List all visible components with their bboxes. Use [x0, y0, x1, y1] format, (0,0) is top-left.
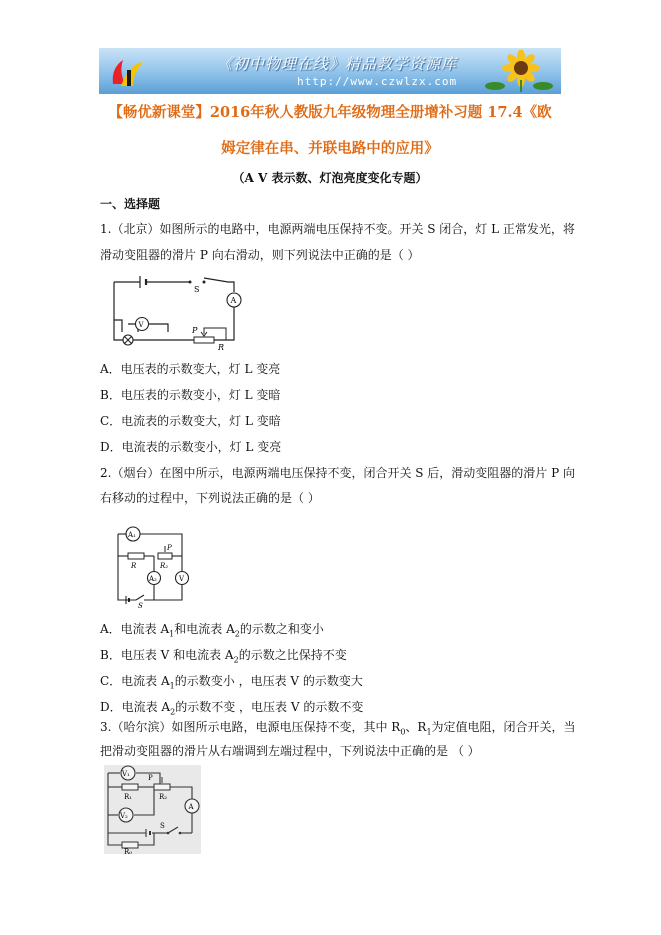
question-1-text-line2: 滑动变阻器的滑片 P 向右滑动，则下列说法中正确的是（ ） [100, 248, 420, 262]
question-2-option-a: A．电流表 $A_1$和电流表 $A_2$的示数之和变小 [100, 622, 324, 639]
question-1-option-b: B．电压表的示数变小，灯 L 变暗 [100, 388, 281, 402]
sunflower-icon [481, 50, 557, 92]
header-banner [99, 48, 561, 94]
q1-ammeter-label: A [230, 296, 237, 305]
q2-voltmeter-label: V [179, 575, 185, 583]
q3-r2-label: R₂ [159, 793, 168, 801]
q3-v2-label: V₂ [120, 812, 128, 820]
question-1-circuit-diagram [108, 272, 248, 352]
question-2-circuit-diagram [114, 520, 194, 608]
question-3-circuit-diagram [104, 765, 201, 854]
question-2-option-c: C．电流表 $A_1$的示数变小 ，电压表 V 的示数变大 [100, 674, 363, 691]
q1-slider-label: P [192, 326, 198, 335]
q1-voltmeter-label: V [138, 321, 144, 329]
q2-r1-label: R [131, 562, 137, 570]
question-1-text-line1: 1.（北京）如图所示的电路中，电源两端电压保持不变。开关 S 闭合，灯 L 正常发光，将 [100, 222, 575, 236]
q3-ammeter-label: A [188, 803, 194, 811]
question-1-option-d: D．电流表的示数变小，灯 L 变亮 [100, 440, 282, 454]
question-3-text-line1: 3.（哈尔滨）如图所示电路，电源电压保持不变，其中 $R_0$、$R_1$为定值电阻，闭合开关，当 [100, 720, 576, 737]
q3-v1-label: V₁ [122, 770, 130, 778]
q3-switch-label: S [160, 822, 165, 830]
q2-r2-label: R₂ [160, 562, 169, 570]
q2-a2-label: A₂ [149, 575, 157, 583]
question-1-option-c: C．电流表的示数变大，灯 L 变暗 [100, 414, 281, 428]
banner-title: 《初中物理在线》精品教学资源库 [217, 55, 458, 73]
q3-r0-label: R₀ [124, 848, 133, 854]
q1-resistor-label: R [218, 343, 225, 352]
banner-url[interactable]: http://www.czwlzx.com [297, 75, 458, 88]
question-2-text-line1: 2.（烟台）在图中所示，电源两端电压保持不变，闭合开关 S 后，滑动变阻器的滑片 P 向 [100, 466, 576, 480]
question-2-text-line2: 右移动的过程中，下列说法正确的是（ ） [100, 491, 320, 505]
document-title-line2: 姆定律在串、并联电路中的应用》 [221, 140, 439, 157]
q1-switch-label: S [194, 285, 200, 294]
question-1-option-a: A．电压表的示数变大，灯 L 变亮 [100, 362, 281, 376]
question-3-text-line2: 把滑动变阻器的滑片从右端调到左端过程中，下列说法中正确的是 （ ） [100, 744, 480, 758]
q3-r1-label: R₁ [124, 793, 133, 801]
q2-switch-label: S [138, 602, 143, 608]
q3-slider-label: P [148, 774, 153, 782]
site-logo-icon [107, 54, 155, 90]
question-2-option-d: D．电流表 $A_2$的示数不变 ，电压表 V 的示数不变 [100, 700, 364, 717]
document-title-line1: 【畅优新课堂】2016年秋人教版九年级物理全册增补习题 17.4《欧 [108, 104, 552, 121]
q2-slider-label: P [167, 544, 172, 552]
section-heading: 一、选择题 [100, 197, 161, 211]
question-2-option-b: B．电压表 V 和电流表 $A_2$的示数之比保持不变 [100, 648, 347, 665]
q2-a1-label: A₁ [128, 531, 136, 539]
document-subtitle: （A V 表示数、灯泡亮度变化专题） [232, 171, 428, 185]
